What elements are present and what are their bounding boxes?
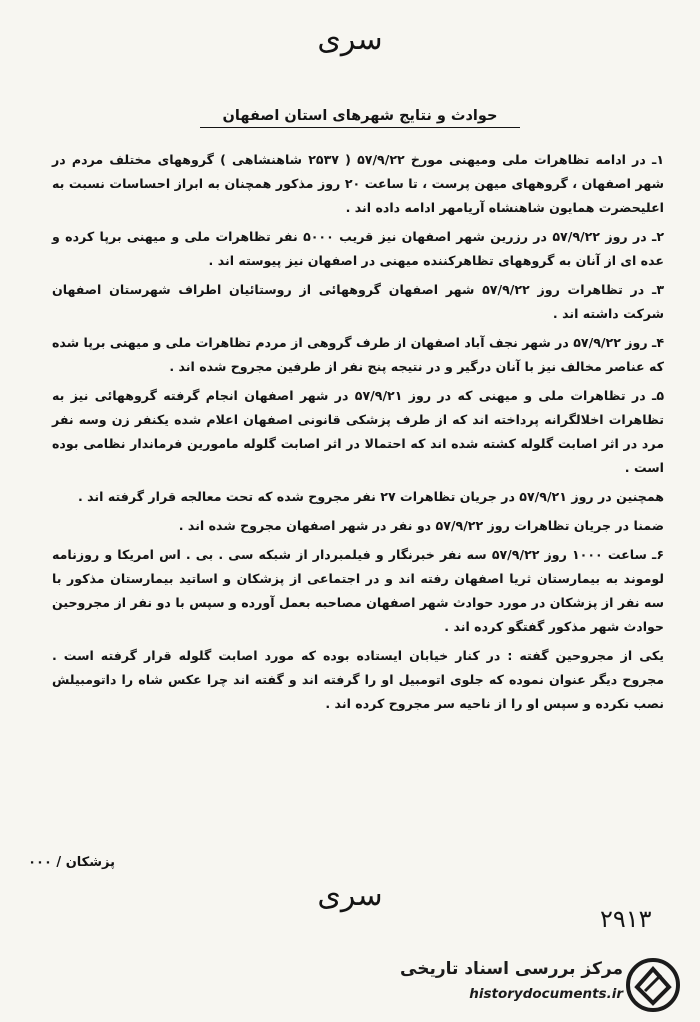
paragraph-6: ۶ـ ساعت ۱۰۰۰ روز ۵۷/۹/۲۲ سه نفر خبرنگار و فیلمبردار از شبکه سی . بی . اس امریکا و روزنامه لوموند به بیمارستان ثریا اصفهان رفته اند و در اجتماعی از پزشکان و اساتید بیمارستان مذکور با سه نفر از پزشکان در مورد حوادث شهر اصفهان مصاحبه بعمل آورده و سپس با دو نفر از مجروحین حوادث شهر مذکور گفتگو کرده اند . <box>52 547 664 634</box>
paragraph-5-continued: همچنین در روز ۵۷/۹/۲۱ در جریان تظاهرات ۲۷ نفر مجروح شده که تحت معالجه قرار گرفته اند . <box>77 489 664 504</box>
paragraph-5-note: ضمنا در جریان تظاهرات روز ۵۷/۹/۲۲ دو نفر در شهر اصفهان مجروح شده اند . <box>178 518 664 533</box>
paragraph-3: ۳ـ در تظاهرات روز ۵۷/۹/۲۲ شهر اصفهان گروههائی از روستائیان اطراف شهرستان اصفهان شرکت داشته اند . <box>52 282 665 321</box>
watermark-title: مرکز بررسی اسناد تاریخی <box>400 959 623 979</box>
classification-bottom: سری <box>317 878 383 913</box>
document-body <box>52 148 664 721</box>
archive-watermark <box>395 955 695 1015</box>
paragraph-5: ۵ـ در تظاهرات ملی و میهنی که در روز ۵۷/۹/۲۱ در شهر اصفهان انجام گرفته گروههائی نیز به تظاهرات اخلالگرانه پرداخته اند که از طرف پزشکی قانونی اصفهان اعلام شده یکنفر زن وسه نفر مرد در اثر اصابت گلوله کشته شده اند که احتمالا در اثر اصابت گلوله مامورین فرماندار نظامی بوده است . <box>52 388 664 475</box>
classification-top: سری <box>317 22 383 57</box>
watermark-url: historydocuments.ir <box>469 986 623 1002</box>
paragraph-1: ۱ـ در ادامه تظاهرات ملی ومیهنی مورخ ۵۷/۹/۲۲ ( ۲۵۳۷ شاهنشاهی ) گروههای مختلف مردم در شهر اصفهان ، گروههای میهن پرست ، تا ساعت ۲۰ روز مذکور همچنان به ابراز احساسات نسبت به اعلیحضرت همایون شاهنشاه آریامهر ادامه داده اند . <box>52 152 665 215</box>
paragraph-4: ۴ـ روز ۵۷/۹/۲۲ در شهر نجف آباد اصفهان از طرف گروهی از مردم تظاهرات ملی و میهنی برپا شده که عناصر مخالف نیز با آنان درگیر و در نتیجه پنج نفر از طرفین مجروح شده اند . <box>52 335 665 374</box>
archive-logo-icon <box>625 957 681 1013</box>
paragraph-6-continued: یکی از مجروحین گفته : در کنار خیابان ایستاده بوده که مورد اصابت گلوله قرار گرفته است . مجروح دیگر عنوان نموده که جلوی اتومبیل او را گرفته اند و گفته اند چرا عکس شاه را داتومبیلش نصب نکرده و سپس او را از ناحیه سر مجروح کرده اند . <box>52 648 664 711</box>
signature-line: پزشکان / ۰۰۰ <box>28 855 115 870</box>
page-number: ۲۹۱۳ <box>600 905 652 933</box>
document-title: حوادث و نتايج شهرهای استان اصفهان <box>200 108 520 128</box>
paragraph-2: ۲ـ در روز ۵۷/۹/۲۲ در رزرین شهر اصفهان نیز قریب ۵۰۰۰ نفر تظاهرات ملی و میهنی برپا کرده و عده ای از آنان به گروههای تظاهرکننده میهنی در اصفهان نیز پیوسته اند . <box>52 229 665 268</box>
